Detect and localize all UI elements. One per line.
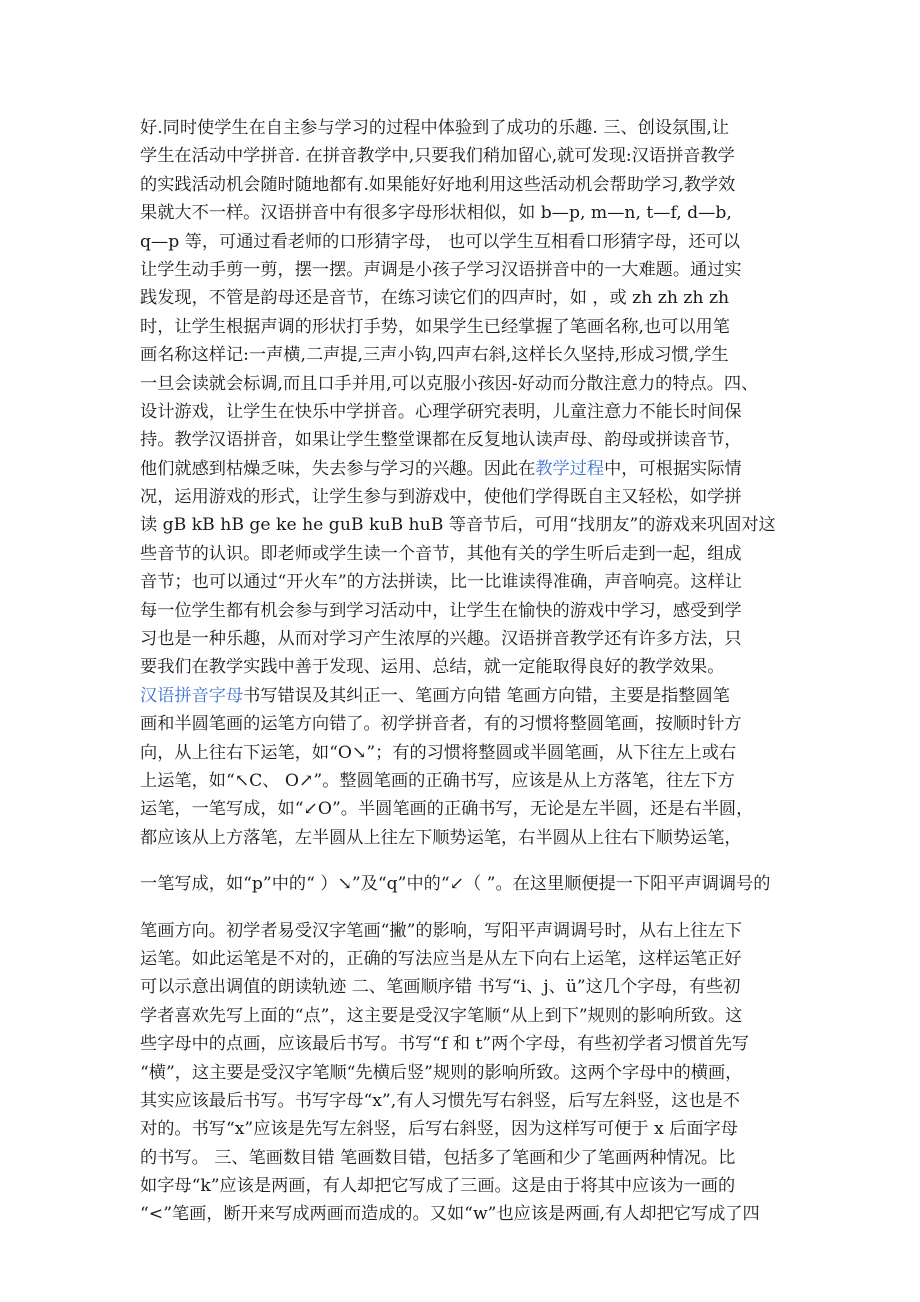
text-line: 其实应该最后书写。书写字母“x”,有人习惯先写右斜竖，后写左斜竖，这也是不: [140, 1090, 740, 1111]
text-line: 运笔，一笔写成，如“↙O”。半圆笔画的正确书写，无论是左半圆，还是右半圆，: [140, 799, 754, 820]
text-line: 笔画方向。初学者易受汉字笔画“撇”的影响，写阳平声调调号时，从右上往左下: [140, 920, 742, 941]
text-line: 对的。书写“x”应该是先写左斜竖，后写右斜竖，因为这样写可便于 x 后面字母: [140, 1119, 738, 1140]
text-line: 可以示意出调值的朗读轨迹 二、笔画顺序错 书写“i、j、ü”这几个字母，有些初: [140, 977, 741, 998]
text-line: 习也是一种乐趣，从而对学习产生浓厚的兴趣。汉语拼音教学还有许多方法，只: [140, 629, 742, 650]
text-line: 时，让学生根据声调的形状打手势，如果学生已经掌握了笔画名称,也可以用笔: [140, 316, 730, 337]
text-line: 些字母中的点画，应该最后书写。书写“f 和 t”两个字母，有些初学者习惯首先写: [140, 1034, 749, 1055]
text-line: [140, 1229, 782, 1257]
text-segment: 书写错误及其纠正一、笔画方向错 笔画方向错，主要是指整圆笔: [243, 685, 730, 706]
link-teaching-process[interactable]: 教学过程: [535, 458, 605, 479]
text-line: 要我们在教学实践中善于发现、运用、总结，就一定能取得良好的教学效果。: [140, 657, 725, 678]
text-line: 一笔写成，如“p”中的“ ）↘”及“q”中的“↙（ ”。在这里顺便提一下阳平声调调号的: [140, 874, 771, 895]
text-line: 好.同时使学生在自主参与学习的过程中体验到了成功的乐趣. 三、创设氛围,让: [140, 118, 730, 138]
text-line: 践发现，不管是韵母还是音节，在练习读它们的四声时，如 ，或 zh zh zh zh: [140, 288, 730, 309]
text-line: 读 gB kB hB ge ke he guB kuB huB 等音节后，可用“找朋友”的游戏来巩固对这: [140, 515, 776, 536]
text-line: 况，运用游戏的形式，让学生参与到游戏中，使他们学得既自主又轻松，如学拼: [140, 487, 742, 508]
text-line: 画和半圆笔画的运笔方向错了。初学拼音者，有的习惯将整圆笔画，按顺时针方: [140, 714, 742, 735]
text-line: 上运笔，如“↖C、 O↗”。整圆笔画的正确书写，应该是从上方落笔，往左下方: [140, 770, 735, 791]
text-line: 的书写。 三、笔画数目错 笔画数目错，包括多了笔画和少了笔画两种情况。比: [140, 1147, 736, 1168]
text-line: 音节；也可以通过“开火车”的方法拼读，比一比谁读得准确，声音响亮。这样让: [140, 572, 742, 593]
text-line: 画名称这样记:一声横,二声提,三声小钩,四声右斜,这样长久坚持,形成习惯,学生: [140, 345, 729, 366]
text-line-with-link: [140, 455, 782, 483]
text-line: 学者喜欢先写上面的“点”，这主要是受汉字笔顺“从上到下”规则的影响所致。这: [140, 1005, 743, 1026]
text-line: 的实践活动机会随时随地都有.如果能好好地利用这些活动机会帮助学习,教学效: [140, 174, 736, 195]
text-line: 每一位学生都有机会参与到学习活动中，让学生在愉快的游戏中学习，感受到学: [140, 600, 742, 621]
text-line: 些音节的认识。即老师或学生读一个音节，其他有关的学生听后走到一起，组成: [140, 543, 742, 564]
text-line: “<”笔画，断开来写成两画而造成的。又如“w”也应该是两画,有人却把它写成了四: [140, 1204, 760, 1225]
text-line: 让学生动手剪一剪，摆一摆。声调是小孩子学习汉语拼音中的一大难题。通过实: [140, 259, 742, 280]
text-line: 向，从上往右下运笔，如“O↘”；有的习惯将整圆或半圆笔画，从下往左上或右: [140, 742, 737, 763]
text-line: 运笔。如此运笔是不对的，正确的写法应当是从左下向右上运笔，这样运笔正好: [140, 948, 742, 969]
text-segment: 中，可根据实际情: [604, 458, 742, 479]
text-line: “横”，这主要是受汉字笔顺“先横后竖”规则的影响所致。这两个字母中的横画，: [140, 1062, 743, 1083]
text-line: 一旦会读就会标调,而且口手并用,可以克服小孩因-好动而分散注意力的特点。四、: [140, 373, 759, 394]
body-text: [140, 114, 782, 1257]
text-line: 都应该从上方落笔，左半圆从上往左下顺势运笔，右半圆从上往右下顺势运笔，: [140, 827, 742, 848]
link-pinyin-letters[interactable]: 汉语拼音字母: [140, 685, 244, 706]
text-line: 如字母“k”应该是两画，有人却把它写成了三画。这是由于将其中应该为一画的: [140, 1176, 736, 1197]
text-line: 设计游戏，让学生在快乐中学拼音。心理学研究表明，儿童注意力不能长时间保: [140, 401, 742, 422]
text-line: 持。教学汉语拼音，如果让学生整堂课都在反复地认读声母、韵母或拼读音节，: [140, 430, 742, 451]
text-line: 果就大不一样。汉语拼音中有很多字母形状相似，如 b—p, m—n, t—f, d—b,: [140, 203, 732, 224]
text-line-with-link: [140, 682, 782, 710]
text-line: q—p 等，可通过看老师的口形猜字母， 也可以学生互相看口形猜字母，还可以: [140, 231, 741, 252]
text-line: 学生在活动中学拼音. 在拼音教学中,只要我们稍加留心,就可发现:汉语拼音教学: [140, 146, 735, 167]
text-segment: 他们就感到枯燥乏味，失去参与学习的兴趣。因此在: [140, 458, 536, 479]
